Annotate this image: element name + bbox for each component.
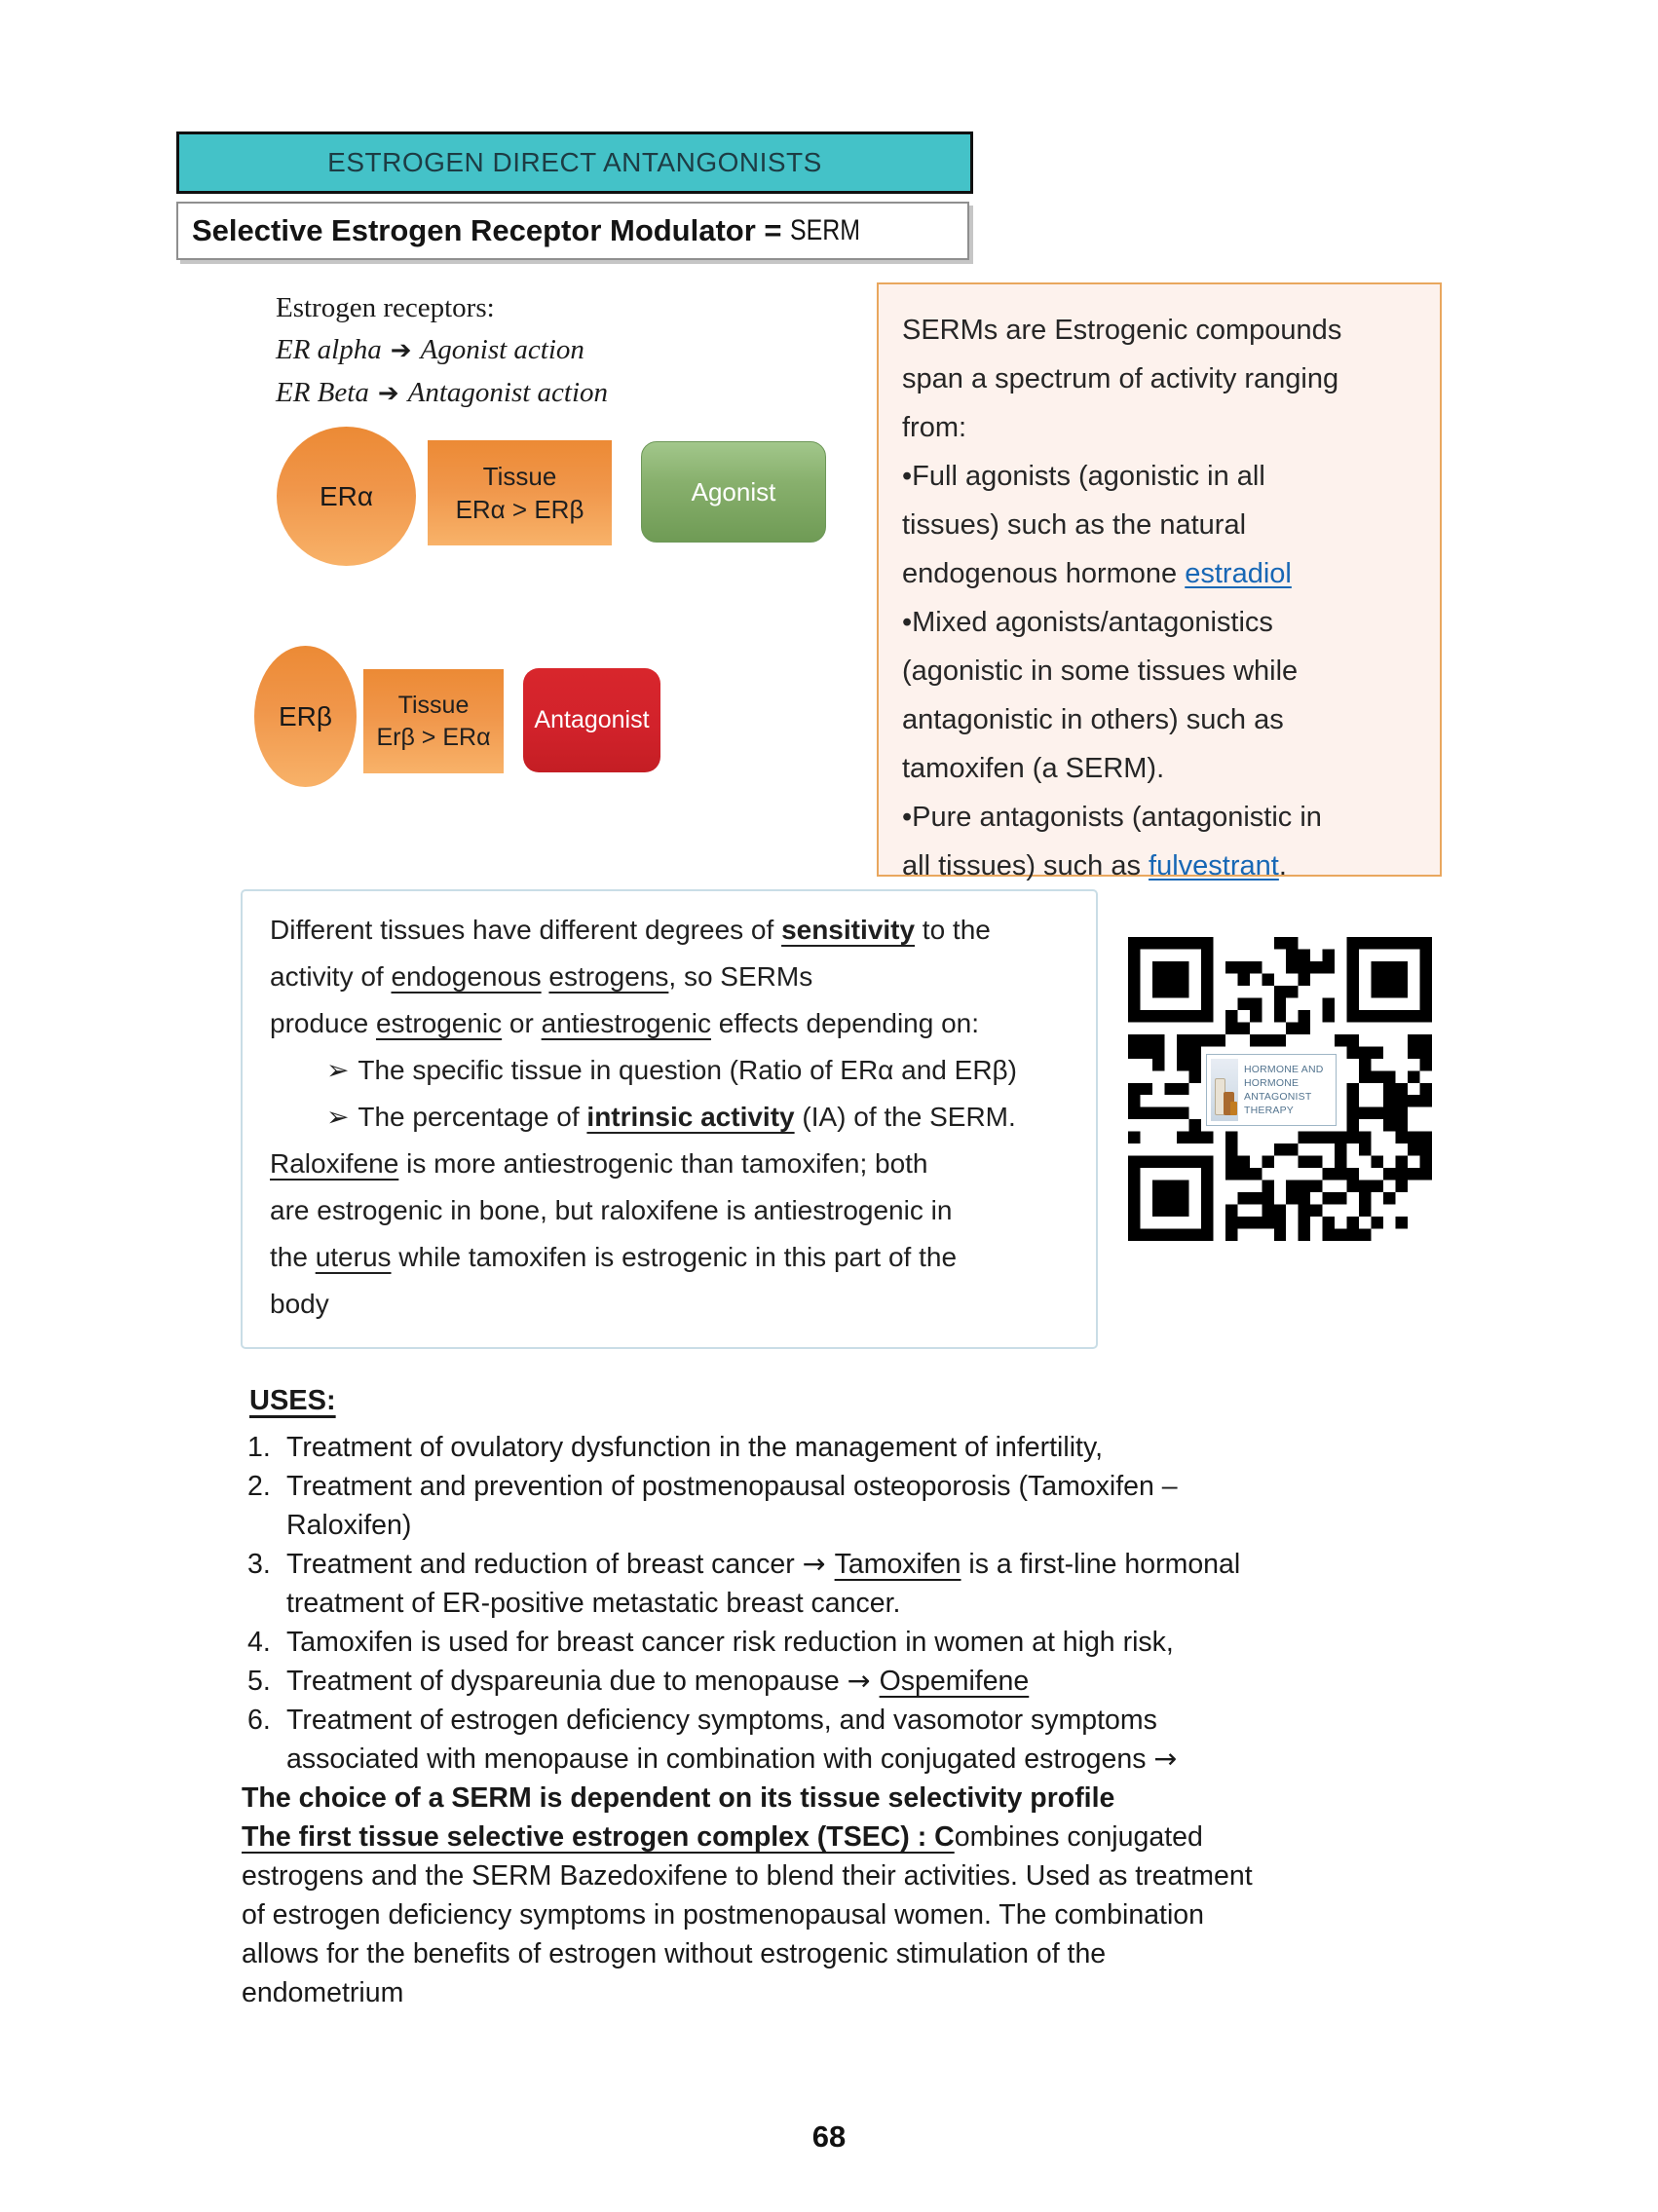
receptor-beta-name: ER Beta	[276, 377, 369, 408]
subtitle-text: Selective Estrogen Receptor Modulator =	[192, 213, 791, 247]
tsec-paragraph: The first tissue selective estrogen complex (TSEC) : Combines conjugated estrogens and the SERM Bazedoxifene to blend their activities. Used as treatment of estrogen deficiency symptoms in postmenopausal women. The combination allows for the benefits of estrogen without estrogenic stimulation of the endometrium	[242, 1821, 1253, 2008]
receptor-alpha-line	[276, 329, 608, 372]
list-number: 1.	[247, 1432, 271, 1463]
tissue-alpha-line2: ERα > ERβ	[455, 495, 584, 524]
er-alpha-label: ERα	[319, 480, 374, 511]
uses-section	[242, 1381, 1508, 2012]
sensitivity-bullet-2: ➢ The percentage of intrinsic activity (IA) of the SERM.	[326, 1101, 1016, 1133]
tissue-alpha-line1: Tissue	[482, 462, 557, 491]
arrow-right-icon: ➔	[390, 336, 412, 365]
receptor-alpha-name: ER alpha	[276, 334, 382, 365]
qr-center-label	[1206, 1054, 1337, 1126]
subtitle-box	[176, 202, 969, 260]
receptor-alpha-action: Agonist action	[420, 334, 584, 365]
section-title: ESTROGEN DIRECT ANTANGONISTS	[327, 147, 822, 177]
list-number: 2.	[247, 1471, 271, 1502]
section-header-bar	[176, 131, 973, 194]
er-beta-label: ERβ	[278, 700, 332, 731]
use-item-6: 6. Treatment of estrogen deficiency symptoms, and vasomotor symptoms associated with menopause in combination with conjugated estrogens →	[242, 1701, 1508, 1779]
page-number: 68	[811, 2119, 847, 2154]
arrow-right-icon: ➔	[377, 379, 399, 408]
tissue-alpha-box	[428, 440, 612, 545]
antagonist-box	[523, 668, 660, 772]
uses-heading: USES:	[249, 1385, 336, 1416]
tissue-beta-box	[363, 669, 504, 773]
receptor-beta-action: Antagonist action	[407, 377, 609, 408]
antagonist-label: Antagonist	[534, 706, 650, 733]
serm-choice-statement: The choice of a SERM is dependent on its tissue selectivity profile	[242, 1782, 1115, 1814]
list-number: 3.	[247, 1549, 271, 1580]
tissue-beta-line2: Erβ > ERα	[376, 723, 491, 751]
receptor-beta-line	[276, 372, 608, 415]
tissue-beta-line1: Tissue	[397, 691, 470, 719]
sensitivity-paragraph: Different tissues have different degrees of sensitivity to the activity of endogenous estrogens, so SERMs produce estrogenic or antiestrogenic effects depending on:	[270, 915, 991, 1038]
sensitivity-bullet-1: ➢ The specific tissue in question (Ratio of ERα and ERβ)	[326, 1054, 1017, 1086]
use-item-2: 2. Treatment and prevention of postmenopausal osteoporosis (Tamoxifen – Raloxifen)	[242, 1467, 1508, 1545]
estrogen-receptors-note	[276, 287, 608, 415]
fulvestrant-link[interactable]: fulvestrant	[1149, 850, 1279, 881]
bottle-icon	[1230, 1102, 1237, 1115]
use-item-5: 5. Treatment of dyspareunia due to menopause → Ospemifene	[242, 1662, 1508, 1701]
raloxifene-paragraph: Raloxifene is more antiestrogenic than tamoxifen; both are estrogenic in bone, but raloxifene is antiestrogenic in the uterus while tamoxifen is estrogenic in this part of the body	[270, 1148, 958, 1319]
list-number: 5.	[247, 1666, 271, 1697]
qr-code	[1128, 937, 1432, 1241]
er-beta-circle	[254, 646, 357, 787]
list-number: 4.	[247, 1627, 271, 1658]
use-item-1: 1. Treatment of ovulatory dysfunction in the management of infertility,	[242, 1428, 1508, 1467]
subtitle-acronym: SERM	[790, 214, 861, 246]
er-alpha-circle	[277, 427, 416, 566]
agonist-label: Agonist	[691, 476, 776, 506]
list-number: 6.	[247, 1705, 271, 1736]
use-item-4: 4. Tamoxifen is used for breast cancer risk reduction in women at high risk,	[242, 1623, 1508, 1662]
qr-label-line2: ANTAGONIST THERAPY	[1244, 1091, 1312, 1116]
book-cover-thumbnail	[1211, 1059, 1238, 1121]
use-item-3: 3. Treatment and reduction of breast cancer → Tamoxifen is a first-line hormonal treatment of ER-positive metastatic breast cancer.	[242, 1545, 1508, 1623]
estradiol-link[interactable]: estradiol	[1185, 558, 1292, 589]
qr-label-text	[1244, 1063, 1336, 1117]
receptors-title: Estrogen receptors:	[276, 292, 495, 323]
qr-label-line1: HORMONE AND HORMONE	[1244, 1064, 1324, 1089]
serm-spectrum-infobox: SERMs are Estrogenic compounds span a spectrum of activity ranging from: •Full agonists (agonistic in all tissues) such as the natural endogenous hormone estradiol •Mixed agonists/antagonistics (agonistic in some tissues while antagonistic in others) such as tamoxifen (a SERM). •Pure antagonists (antagonistic in all tissues) such as fulvestrant.	[877, 282, 1442, 877]
agonist-box	[641, 441, 826, 543]
tissue-sensitivity-box	[241, 889, 1098, 1349]
